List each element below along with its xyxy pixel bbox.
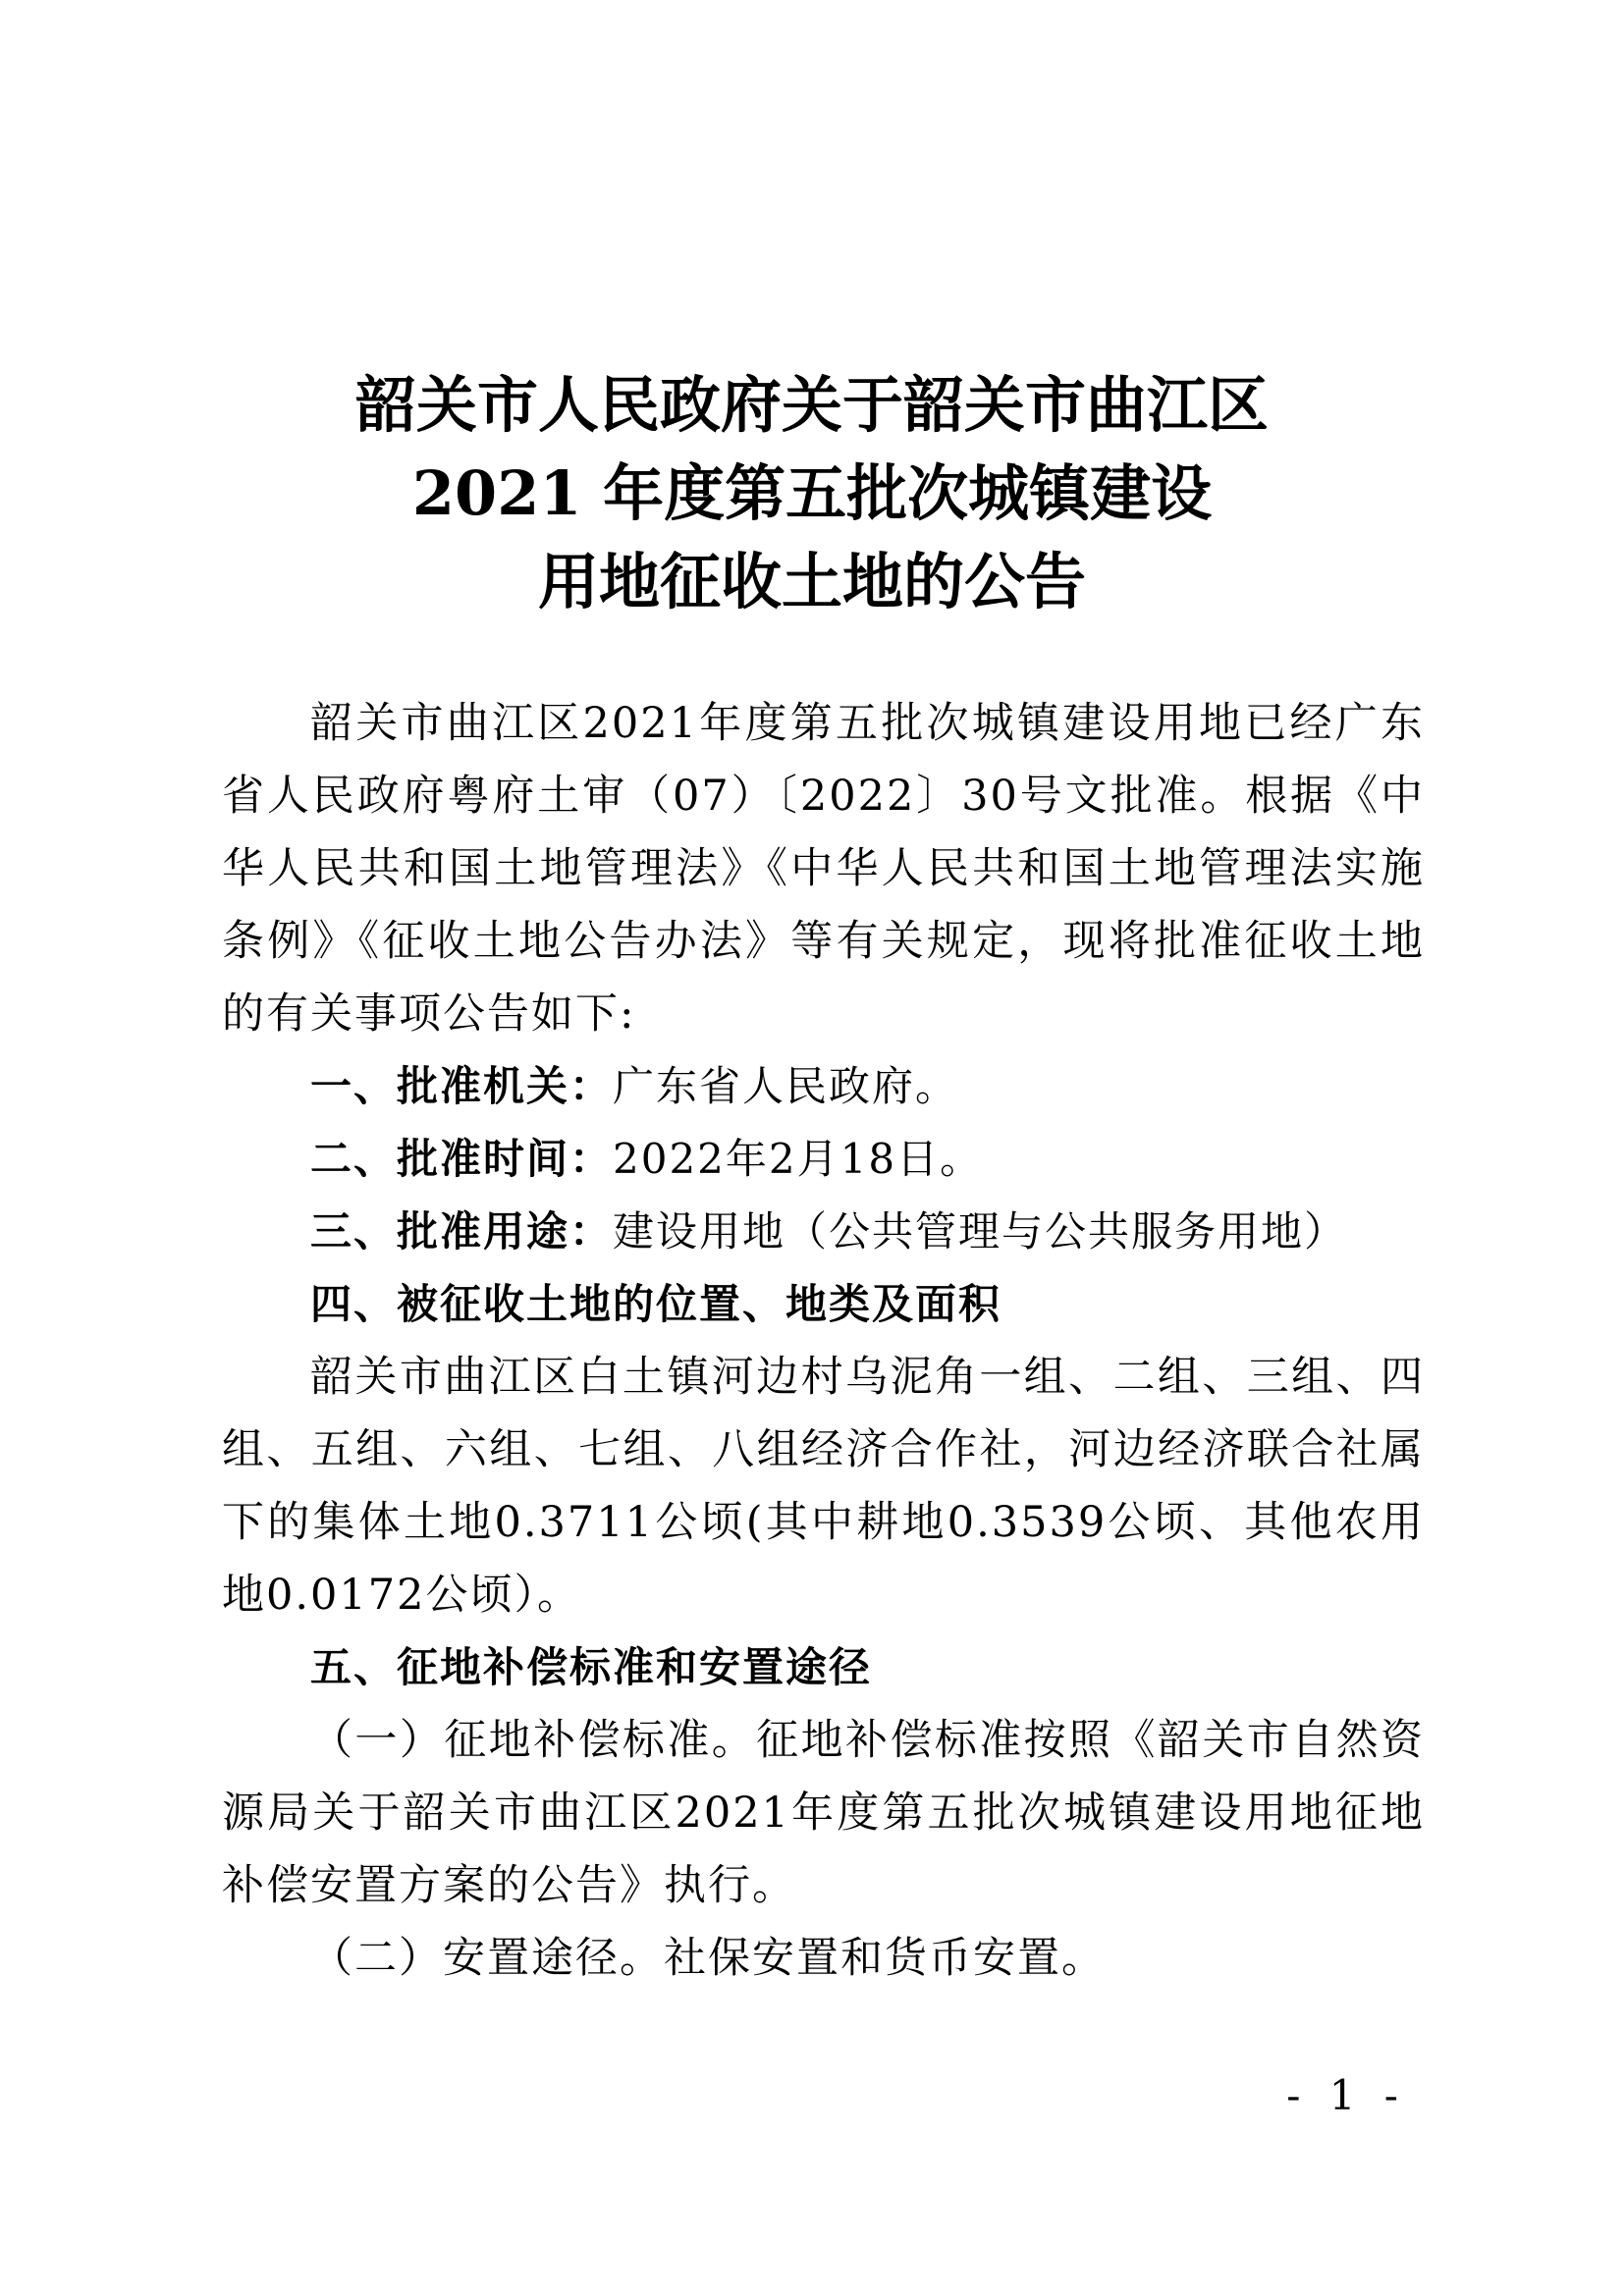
approval-use [222, 1196, 1425, 1268]
title-line-3: 用地征收土地的公告 [537, 546, 1086, 617]
compensation-standard: （一）征地补偿标准。征地补偿标准按照《韶关市自然资源局关于韶关市曲江区2021年度第五批次城镇建设用地征地补偿安置方案的公告》执行。 [222, 1716, 1425, 1910]
location-heading: 四、被征收土地的位置、地类及面积 [310, 1280, 1002, 1328]
document-title [0, 361, 1624, 626]
title-line-1: 韶关市人民政府关于韶关市曲江区 [354, 369, 1269, 441]
approval-authority-value: 广东省人民政府。 [613, 1062, 959, 1110]
compensation-heading: 五、征地补偿标准和安置途径 [310, 1643, 873, 1691]
resettlement-method: （二）安置途径。社保安置和货币安置。 [310, 1934, 1106, 1983]
approval-time [222, 1123, 1425, 1196]
approval-use-label: 三、批准用途： [310, 1207, 614, 1255]
approval-time-label: 二、批准时间： [310, 1135, 614, 1183]
document-body [222, 687, 1425, 1995]
location-text: 韶关市曲江区白土镇河边村乌泥角一组、二组、三组、四组、五组、六组、七组、八组经济合作社，河边经济联合社属下的集体土地0.3711公顷(其中耕地0.3539公顷、其他农用地0.0172公顷）。 [222, 1353, 1425, 1620]
intro-paragraph: 韶关市曲江区2021年度第五批次城镇建设用地已经广东省人民政府粤府土审（07）〔2022〕30号文批准。根据《中华人民共和国土地管理法》《中华人民共和国土地管理法实施条例》《征收土地公告办法》等有关规定，现将批准征收土地的有关事项公告如下: [222, 699, 1425, 1039]
page-number: - 1 - [1286, 2071, 1406, 2119]
approval-authority-label: 一、批准机关： [310, 1062, 614, 1110]
approval-authority [222, 1050, 1425, 1123]
approval-time-value: 2022年2月18日。 [613, 1135, 984, 1183]
title-line-2: 2021 年度第五批次城镇建设 [411, 457, 1213, 529]
approval-use-value: 建设用地（公共管理与公共服务用地） [613, 1207, 1348, 1255]
